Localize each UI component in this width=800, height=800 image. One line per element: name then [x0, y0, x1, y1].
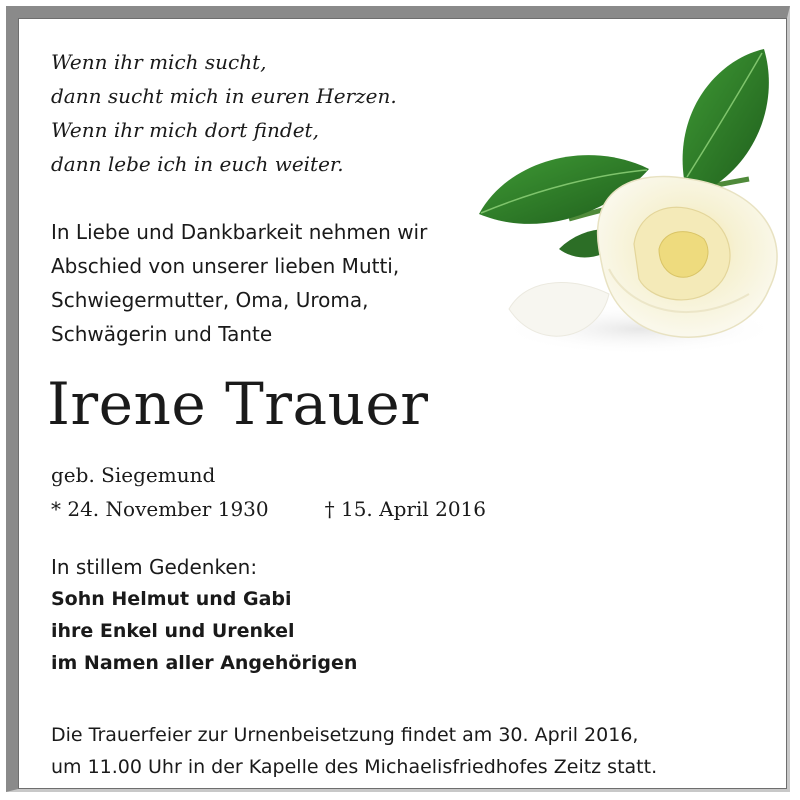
white-rose-image [459, 39, 789, 369]
mourner-line: im Namen aller Angehörigen [51, 652, 358, 674]
mourners-list [51, 583, 357, 679]
poem-line: dann sucht mich in euren Herzen. [51, 84, 397, 108]
intro-line: In Liebe und Dankbarkeit nehmen wir [51, 220, 428, 244]
mourner-line: Sohn Helmut und Gabi [51, 588, 292, 610]
poem-line: Wenn ihr mich sucht, [51, 50, 267, 74]
service-info [51, 719, 657, 783]
obituary-card [18, 18, 787, 789]
maiden-name: geb. Siegemund [51, 463, 216, 487]
poem-line: Wenn ihr mich dort findet, [51, 118, 319, 142]
mourner-line: ihre Enkel und Urenkel [51, 620, 295, 642]
intro-line: Schwägerin und Tante [51, 322, 273, 346]
poem [51, 45, 397, 181]
memory-line: In stillem Gedenken: [51, 555, 258, 579]
intro-line: Schwiegermutter, Oma, Uroma, [51, 288, 369, 312]
intro-text [51, 215, 427, 351]
service-line: um 11.00 Uhr in der Kapelle des Michaelisfriedhofes Zeitz statt. [51, 756, 658, 778]
deceased-name: Irene Trauer [47, 370, 429, 438]
poem-line: dann lebe ich in euch weiter. [51, 152, 344, 176]
birth-date: * 24. November 1930 [51, 497, 269, 521]
death-date: † 15. April 2016 [324, 497, 487, 521]
service-line: Die Trauerfeier zur Urnenbeisetzung findet am 30. April 2016, [51, 724, 639, 746]
obituary-frame [6, 6, 790, 792]
intro-line: Abschied von unserer lieben Mutti, [51, 254, 400, 278]
life-dates [51, 493, 486, 525]
